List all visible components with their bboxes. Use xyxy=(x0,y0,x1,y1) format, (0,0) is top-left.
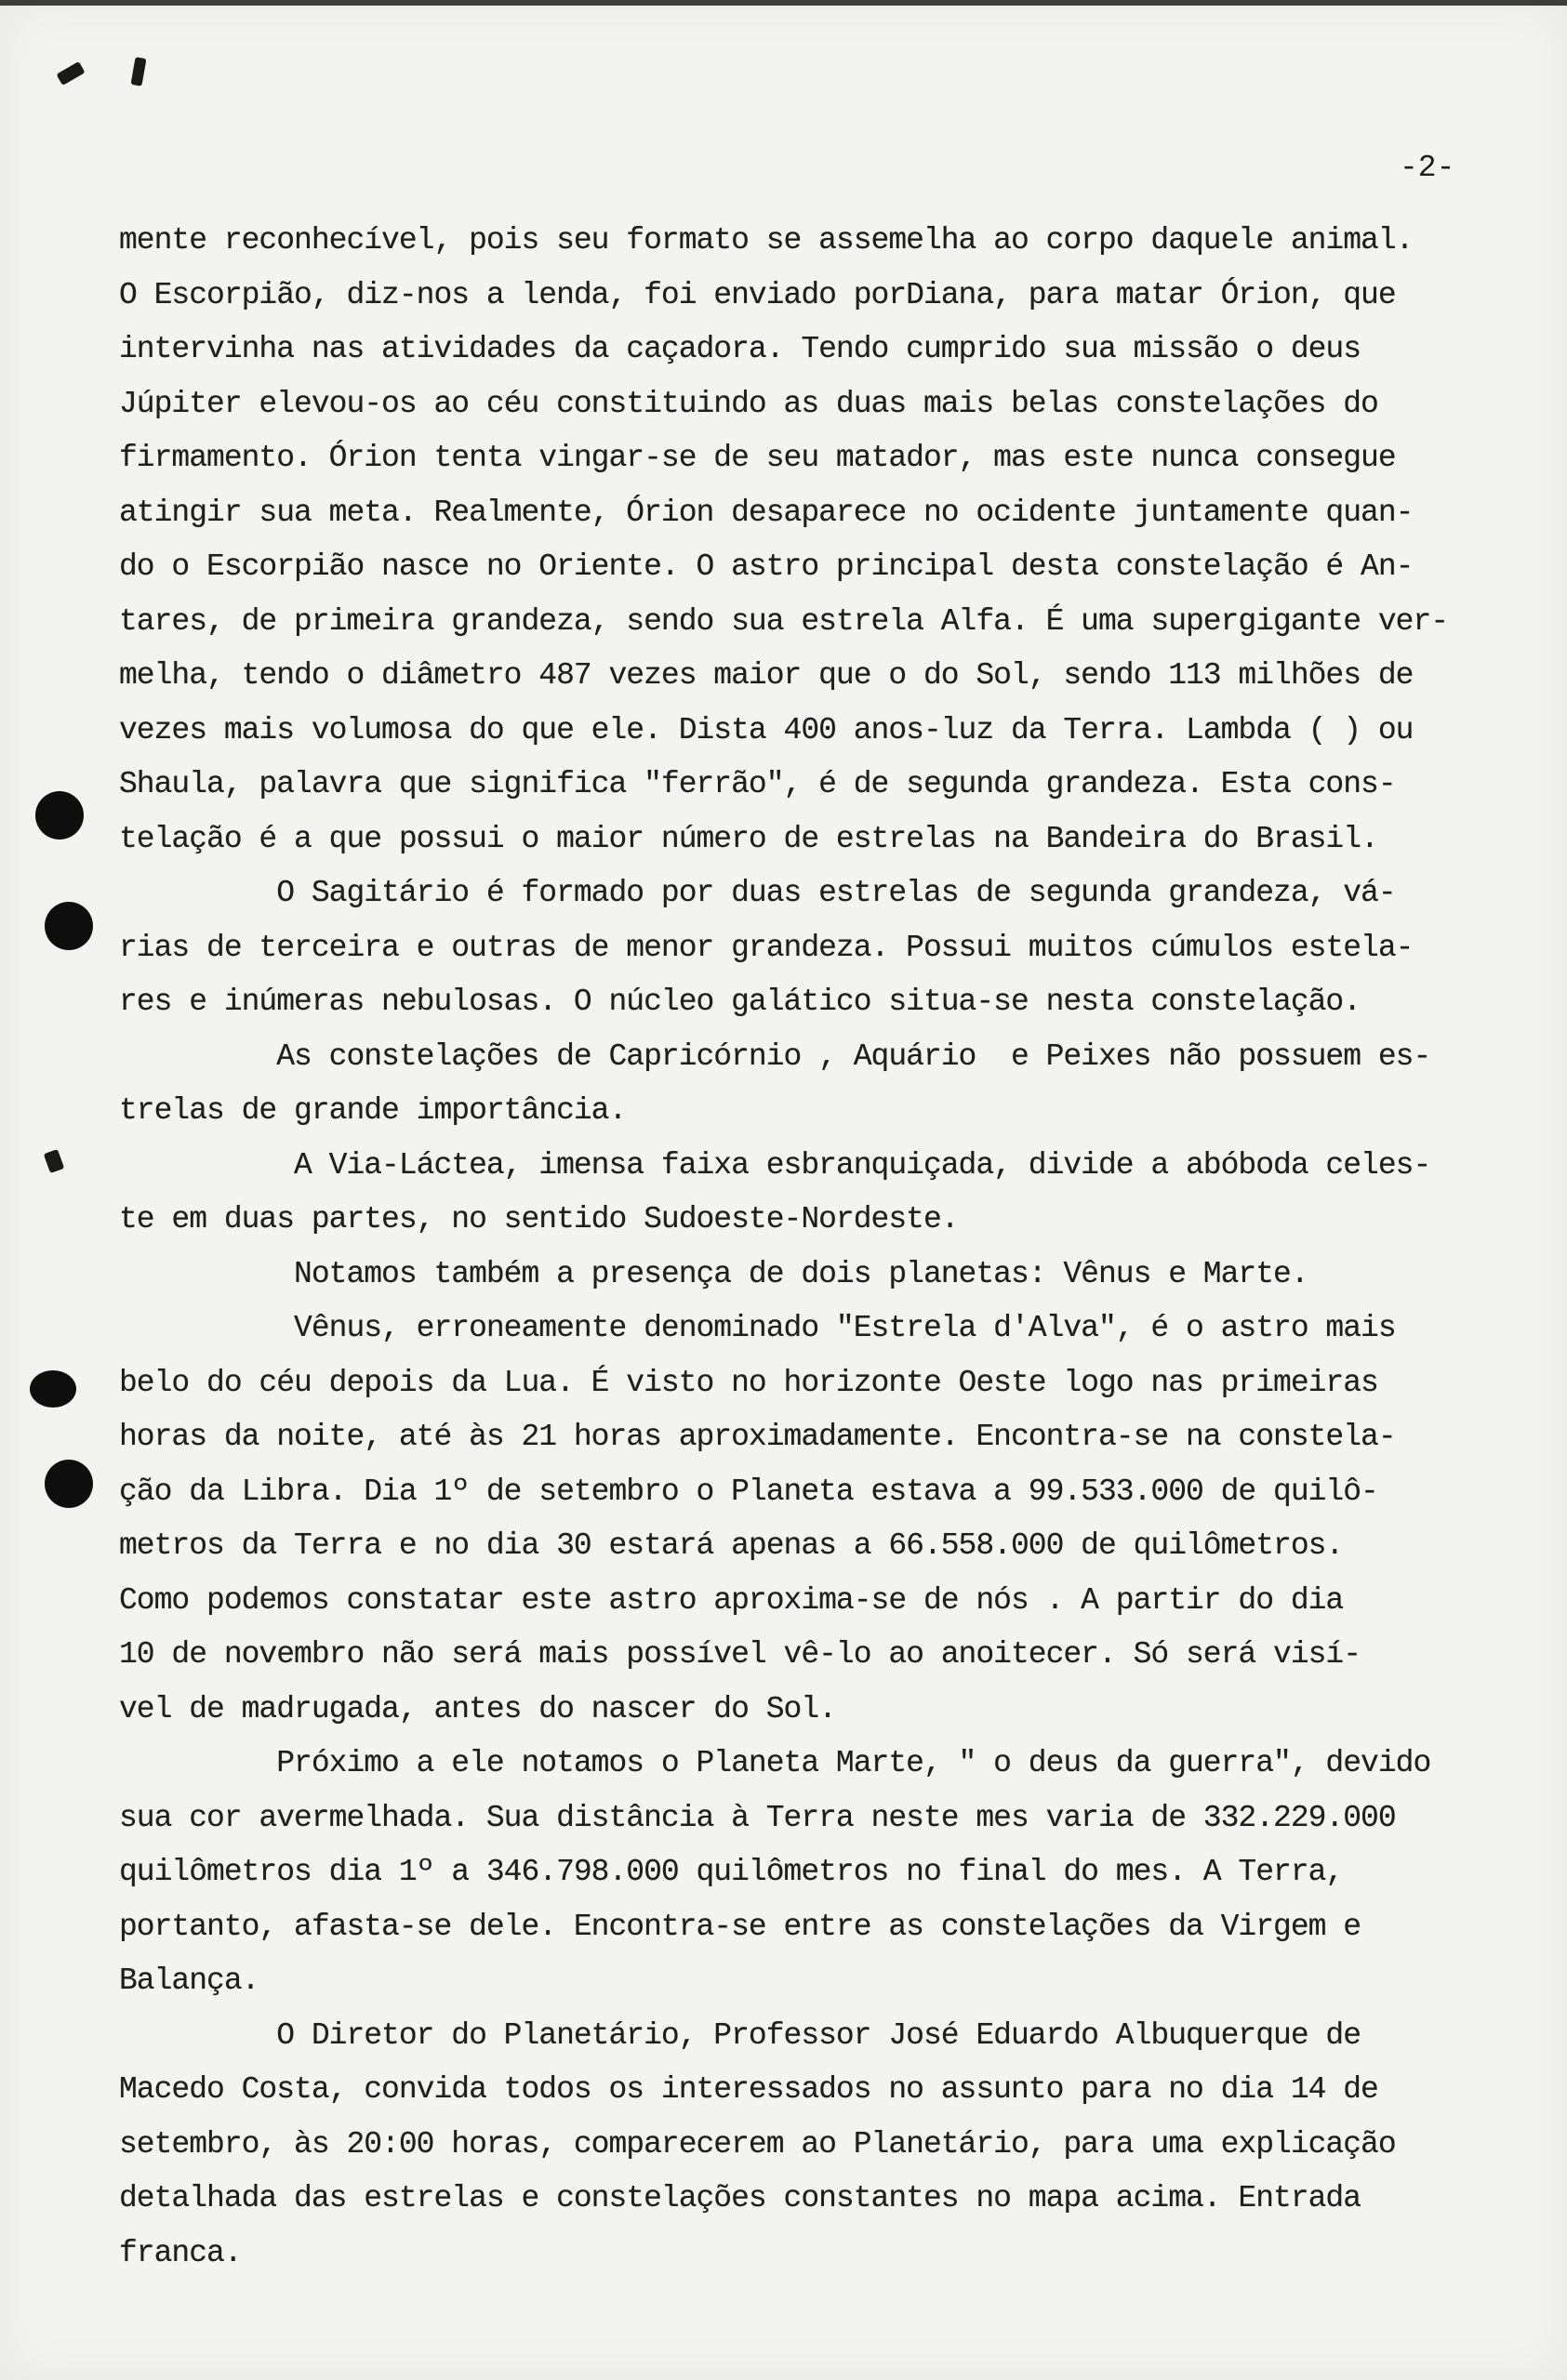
text-line: ção da Libra. Dia 1º de setembro o Planeta estava a 99.533.000 de quilô- xyxy=(119,1474,1378,1509)
text-line: do o Escorpião nasce no Oriente. O astro principal desta constelação é An- xyxy=(119,549,1414,584)
text-line: tares, de primeira grandeza, sendo sua estrela Alfa. É uma supergigante ver- xyxy=(119,604,1449,639)
text-line: Vênus, erroneamente denominado "Estrela d'Alva", é o astro mais xyxy=(119,1311,1396,1345)
text-line: Macedo Costa, convida todos os interessados no assunto para no dia 14 de xyxy=(119,2072,1378,2107)
text-line: Como podemos constatar este astro aproxima-se de nós . A partir do dia xyxy=(119,1583,1344,1618)
text-line: melha, tendo o diâmetro 487 vezes maior que o do Sol, sendo 113 milhões de xyxy=(119,658,1414,693)
text-line: quilômetros dia 1º a 346.798.000 quilômetros no final do mes. A Terra, xyxy=(119,1855,1344,1889)
ink-mark-left xyxy=(56,61,85,86)
text-line: setembro, às 20:00 horas, comparecerem ao Planetário, para uma explicação xyxy=(119,2127,1396,2162)
page-top-edge xyxy=(0,0,1567,6)
text-line: franca. xyxy=(119,2236,242,2270)
ink-mark-margin xyxy=(44,1149,65,1173)
text-line: A Via-Láctea, imensa faixa esbranquiçada, divide a abóboda celes- xyxy=(119,1148,1431,1183)
text-line: Júpiter elevou-os ao céu constituindo as duas mais belas constelações do xyxy=(119,387,1378,421)
text-line: O Diretor do Planetário, Professor José Eduardo Albuquerque de xyxy=(119,2018,1361,2053)
text-line: vezes mais volumosa do que ele. Dista 400 anos-luz da Terra. Lambda ( ) ou xyxy=(119,713,1414,747)
text-line: 10 de novembro não será mais possível vê-lo ao anoitecer. Só será visí- xyxy=(119,1637,1361,1672)
text-line: Próximo a ele notamos o Planeta Marte, " o deus da guerra", devido xyxy=(119,1746,1431,1780)
ink-mark-right xyxy=(130,57,146,86)
punch-hole xyxy=(30,1370,76,1408)
text-line: Balança. xyxy=(119,1964,259,1998)
text-line: telação é a que possui o maior número de estrelas na Bandeira do Brasil. xyxy=(119,822,1378,856)
text-line: res e inúmeras nebulosas. O núcleo galático situa-se nesta constelação. xyxy=(119,985,1361,1019)
punch-hole xyxy=(45,902,93,950)
text-line: rias de terceira e outras de menor grandeza. Possui muitos cúmulos estela- xyxy=(119,931,1414,965)
text-line: sua cor avermelhada. Sua distância à Terra neste mes varia de 332.229.000 xyxy=(119,1801,1396,1835)
text-line: vel de madrugada, antes do nascer do Sol. xyxy=(119,1692,836,1726)
text-line: Shaula, palavra que significa "ferrão", é de segunda grandeza. Esta cons- xyxy=(119,767,1396,801)
text-line: O Sagitário é formado por duas estrelas de segunda grandeza, vá- xyxy=(119,876,1396,910)
text-line: intervinha nas atividades da caçadora. Tendo cumprido sua missão o deus xyxy=(119,332,1361,366)
page-number: -2- xyxy=(1400,151,1455,185)
text-line: horas da noite, até às 21 horas aproximadamente. Encontra-se na constela- xyxy=(119,1420,1396,1454)
text-line: detalhada das estrelas e constelações constantes no mapa acima. Entrada xyxy=(119,2181,1361,2215)
text-line: portanto, afasta-se dele. Encontra-se entre as constelações da Virgem e xyxy=(119,1910,1361,1944)
text-line: As constelações de Capricórnio , Aquário e Peixes não possuem es- xyxy=(119,1039,1431,1074)
text-line: firmamento. Órion tenta vingar-se de seu matador, mas este nunca consegue xyxy=(119,441,1396,475)
text-line: trelas de grande importância. xyxy=(119,1093,627,1128)
text-line: atingir sua meta. Realmente, Órion desaparece no ocidente juntamente quan- xyxy=(119,496,1414,530)
punch-hole xyxy=(35,791,84,840)
text-line: te em duas partes, no sentido Sudoeste-Nordeste. xyxy=(119,1202,959,1236)
text-line: metros da Terra e no dia 30 estará apenas a 66.558.000 de quilômetros. xyxy=(119,1528,1344,1563)
text-line: mente reconhecível, pois seu formato se assemelha ao corpo daquele animal. xyxy=(119,223,1414,258)
text-line: Notamos também a presença de dois planetas: Vênus e Marte. xyxy=(119,1257,1308,1291)
text-line: O Escorpião, diz-nos a lenda, foi enviado porDiana, para matar Órion, que xyxy=(119,278,1396,312)
punch-hole xyxy=(45,1460,93,1508)
text-line: belo do céu depois da Lua. É visto no horizonte Oeste logo nas primeiras xyxy=(119,1366,1378,1400)
